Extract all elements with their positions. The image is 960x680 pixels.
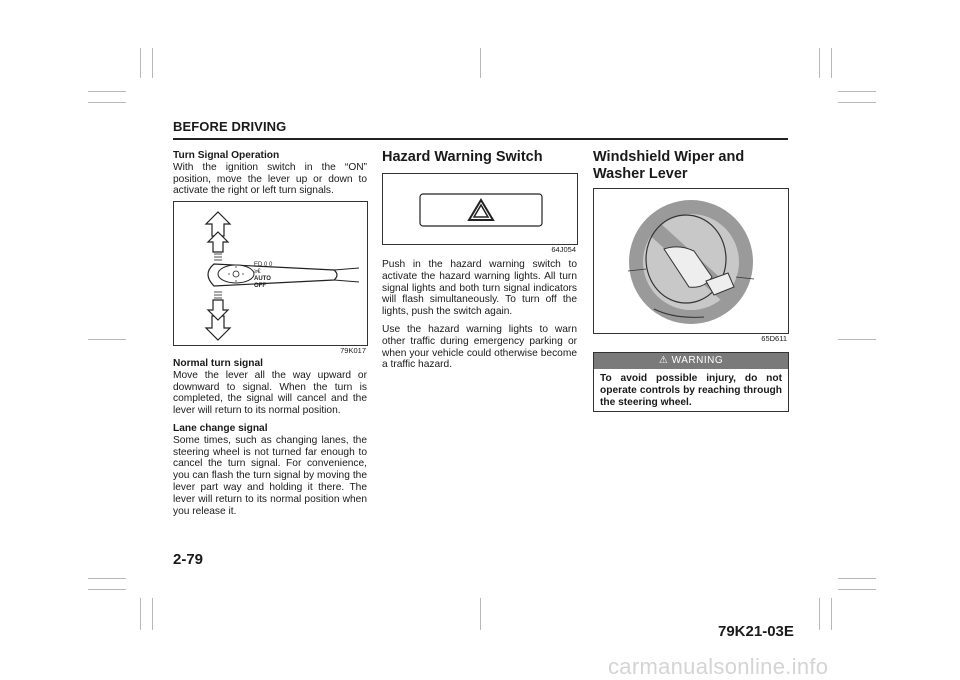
- heading-turn-signal: Turn Signal Operation: [173, 150, 280, 161]
- column-turn-signal-body: [173, 358, 367, 523]
- column-wiper: [593, 149, 789, 183]
- crop-mark: [831, 48, 832, 78]
- steering-wheel-prohibition-illustration: [594, 189, 788, 333]
- crop-mark: [838, 91, 876, 92]
- crop-mark: [819, 598, 820, 630]
- warning-text: To avoid possible injury, do not operate controls by reaching through the steering wheel.: [600, 373, 782, 408]
- crop-mark: [88, 91, 126, 92]
- crop-mark: [88, 578, 126, 579]
- crop-mark: [831, 598, 832, 630]
- section-header: BEFORE DRIVING: [173, 119, 287, 134]
- lane-change-signal-text: Some times, such as changing lanes, the steering wheel is not turned far enough to cancel the turn signal. For convenience, you can flash the turn signal by moving the lever part way and holding it there. The lever will return to its normal position when you release it.: [173, 434, 367, 517]
- normal-turn-signal-title: Normal turn signal: [173, 358, 264, 369]
- crop-mark: [152, 48, 153, 78]
- column-hazard: [382, 149, 577, 166]
- figure-code-79K017: 79K017: [340, 346, 366, 355]
- figure-code-64J054: 64J054: [551, 245, 576, 254]
- crop-mark: [838, 578, 876, 579]
- crop-mark: [838, 339, 876, 340]
- crop-mark: [838, 102, 876, 103]
- warning-icon: ⚠: [658, 355, 669, 366]
- heading-wiper-washer: Windshield Wiper and Washer Lever: [593, 149, 745, 182]
- column-turn-signal: [173, 150, 367, 203]
- turn-signal-intro: With the ignition switch in the “ON” position, move the lever up or down to activate the right or left turn signals.: [173, 161, 367, 197]
- svg-text:≥€: ≥€: [254, 269, 261, 275]
- figure-code-65D611: 65D611: [761, 334, 787, 343]
- crop-mark: [88, 102, 126, 103]
- svg-text:ED 0 0: ED 0 0: [254, 262, 273, 268]
- header-rule: [173, 138, 788, 140]
- warning-label: WARNING: [671, 355, 724, 366]
- label-off: OFF: [254, 283, 266, 289]
- normal-turn-signal-text: Move the lever all the way upward or downward to signal. When the turn is completed, the signal will cancel and the lever will return to its normal position.: [173, 369, 367, 417]
- hazard-switch-illustration: [383, 174, 577, 244]
- warning-box: [593, 352, 789, 412]
- crop-mark: [480, 598, 481, 630]
- figure-hazard-switch: [382, 173, 578, 245]
- crop-mark: [819, 48, 820, 78]
- page-number: 2-79: [173, 551, 204, 568]
- document-code: 79K21-03E: [718, 623, 794, 640]
- crop-mark: [140, 48, 141, 78]
- crop-mark: [140, 598, 141, 630]
- hazard-paragraph-2: Use the hazard warning lights to warn other traffic during emergency parking or when your vehicle could otherwise become a traffic hazard.: [382, 323, 577, 371]
- watermark: carmanualsonline.info: [608, 654, 829, 679]
- figure-turn-signal-lever: [173, 201, 368, 346]
- column-hazard-body: [382, 259, 577, 377]
- crop-mark: [480, 48, 481, 78]
- turn-signal-lever-illustration: [174, 202, 367, 345]
- figure-no-reach-through-wheel: [593, 188, 789, 334]
- crop-mark: [838, 589, 876, 590]
- heading-hazard-warning: Hazard Warning Switch: [382, 149, 543, 165]
- crop-mark: [88, 589, 126, 590]
- lane-change-signal-title: Lane change signal: [173, 422, 268, 434]
- crop-mark: [152, 598, 153, 630]
- warning-header: [594, 353, 788, 369]
- crop-mark: [88, 339, 126, 340]
- label-auto: AUTO: [254, 276, 271, 282]
- hazard-paragraph-1: Push in the hazard warning switch to activate the hazard warning lights. All turn signal lights and both turn signal indicators will flash simultaneously. To turn off the lights, push the switch again.: [382, 259, 577, 318]
